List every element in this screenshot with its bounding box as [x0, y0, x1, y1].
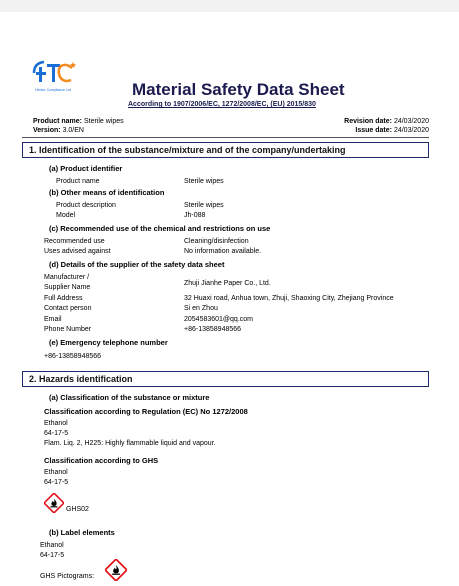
s1-phone-label: Phone Number [44, 326, 92, 333]
meta-issue-value: 24/03/2020 [393, 127, 429, 134]
meta-version [33, 126, 84, 135]
s2-ghs-code: GHS02 [66, 506, 89, 513]
s1-a-heading: (a) Product identifier [49, 164, 123, 173]
s1-b-heading: (b) Other means of identification [49, 188, 165, 197]
meta-revision-label: Revision date: [344, 118, 392, 125]
s2-reg-hazard: Flam. Liq. 2, H225: Highly flammable liquid and vapour. [44, 440, 216, 447]
s1-phone-value: +86-13858948566 [184, 326, 242, 333]
meta-version-value: 3.0/EN [62, 127, 84, 134]
s2-reg-substance: Ethanol [44, 420, 68, 427]
s1-contact-label: Contact person [44, 305, 92, 312]
section-1-title: 1. Identification of the substance/mixture and of the company/undertaking [29, 145, 346, 155]
s1-manufacturer-label-1: Manufacturer / [44, 274, 90, 281]
document-subtitle: According to 1907/2006/EC, 1272/2008/EC, (EU) 2015/830 [128, 101, 316, 108]
s1-rec-use-value: Cleaning/disinfection [184, 238, 249, 245]
meta-product-name-value: Sterile wipes [83, 118, 124, 125]
meta-product-name [33, 117, 124, 126]
s1-manufacturer-value: Zhuji Jianhe Paper Co., Ltd. [184, 280, 271, 287]
s2-label-cas: 64-17-5 [40, 552, 65, 559]
s1-e-heading: (e) Emergency telephone number [49, 338, 168, 347]
s1-desc-value: Sterile wipes [184, 202, 224, 209]
document-title: Material Safety Data Sheet [132, 80, 345, 99]
s1-uses-advised-value: No information available. [184, 248, 262, 255]
s1-address-label: Full Address [44, 295, 83, 302]
s1-address-value: 32 Huaxi road, Anhua town, Zhuji, Shaoxing City, Zhejiang Province [184, 295, 394, 302]
ghs02-pictogram-icon [105, 559, 127, 581]
s1-email-label: Email [44, 316, 62, 323]
logo-caption: Hentor Compliance Ltd [35, 88, 71, 92]
section-2-header [22, 371, 429, 387]
s2-ghs-heading: Classification according to GHS [44, 456, 159, 465]
s1-rec-use-label: Recommended use [44, 238, 105, 245]
logo-mark-icon [28, 58, 78, 88]
s2-pictograms-label: GHS Pictograms: [40, 573, 95, 580]
s1-model-value: Jh-088 [184, 212, 206, 219]
ghs02-flame-icon [44, 493, 64, 513]
header-divider [22, 137, 429, 138]
s2-label-substance: Ethanol [40, 542, 64, 549]
top-bar [0, 0, 459, 12]
s2-b-heading: (b) Label elements [49, 528, 115, 537]
s1-emergency-value: +86-13858948566 [44, 353, 102, 360]
section-1-header [22, 142, 429, 158]
s1-c-heading: (c) Recommended use of the chemical and restrictions on use [49, 224, 271, 233]
s1-model-label: Model [56, 212, 76, 219]
s1-d-heading: (d) Details of the supplier of the safety data sheet [49, 260, 225, 269]
meta-product-name-label: Product name: [33, 118, 83, 125]
meta-version-label: Version: [33, 127, 61, 134]
s1-product-name-label: Product name [56, 178, 100, 185]
s2-ghs-substance: Ethanol [44, 469, 68, 476]
meta-issue-label: Issue date: [355, 127, 392, 134]
section-2-title: 2. Hazards identification [29, 374, 133, 384]
s1-product-name-value: Sterile wipes [184, 178, 224, 185]
s1-contact-value: Si en Zhou [184, 305, 218, 312]
meta-revision-value: 24/03/2020 [393, 118, 429, 125]
s2-reg-heading: Classification according to Regulation (EC) No 1272/2008 [44, 407, 248, 416]
s1-desc-label: Product description [56, 202, 116, 209]
s2-a-heading: (a) Classification of the substance or mixture [49, 393, 210, 402]
s1-uses-advised-label: Uses advised against [44, 248, 111, 255]
company-logo [28, 58, 78, 94]
meta-revision-date [344, 117, 429, 126]
s2-reg-cas: 64-17-5 [44, 430, 69, 437]
s1-email-value: 2054583601@qq.com [184, 316, 253, 323]
s2-ghs-cas: 64-17-5 [44, 479, 69, 486]
meta-issue-date [355, 126, 429, 135]
s1-manufacturer-label-2: Supplier Name [44, 284, 91, 291]
